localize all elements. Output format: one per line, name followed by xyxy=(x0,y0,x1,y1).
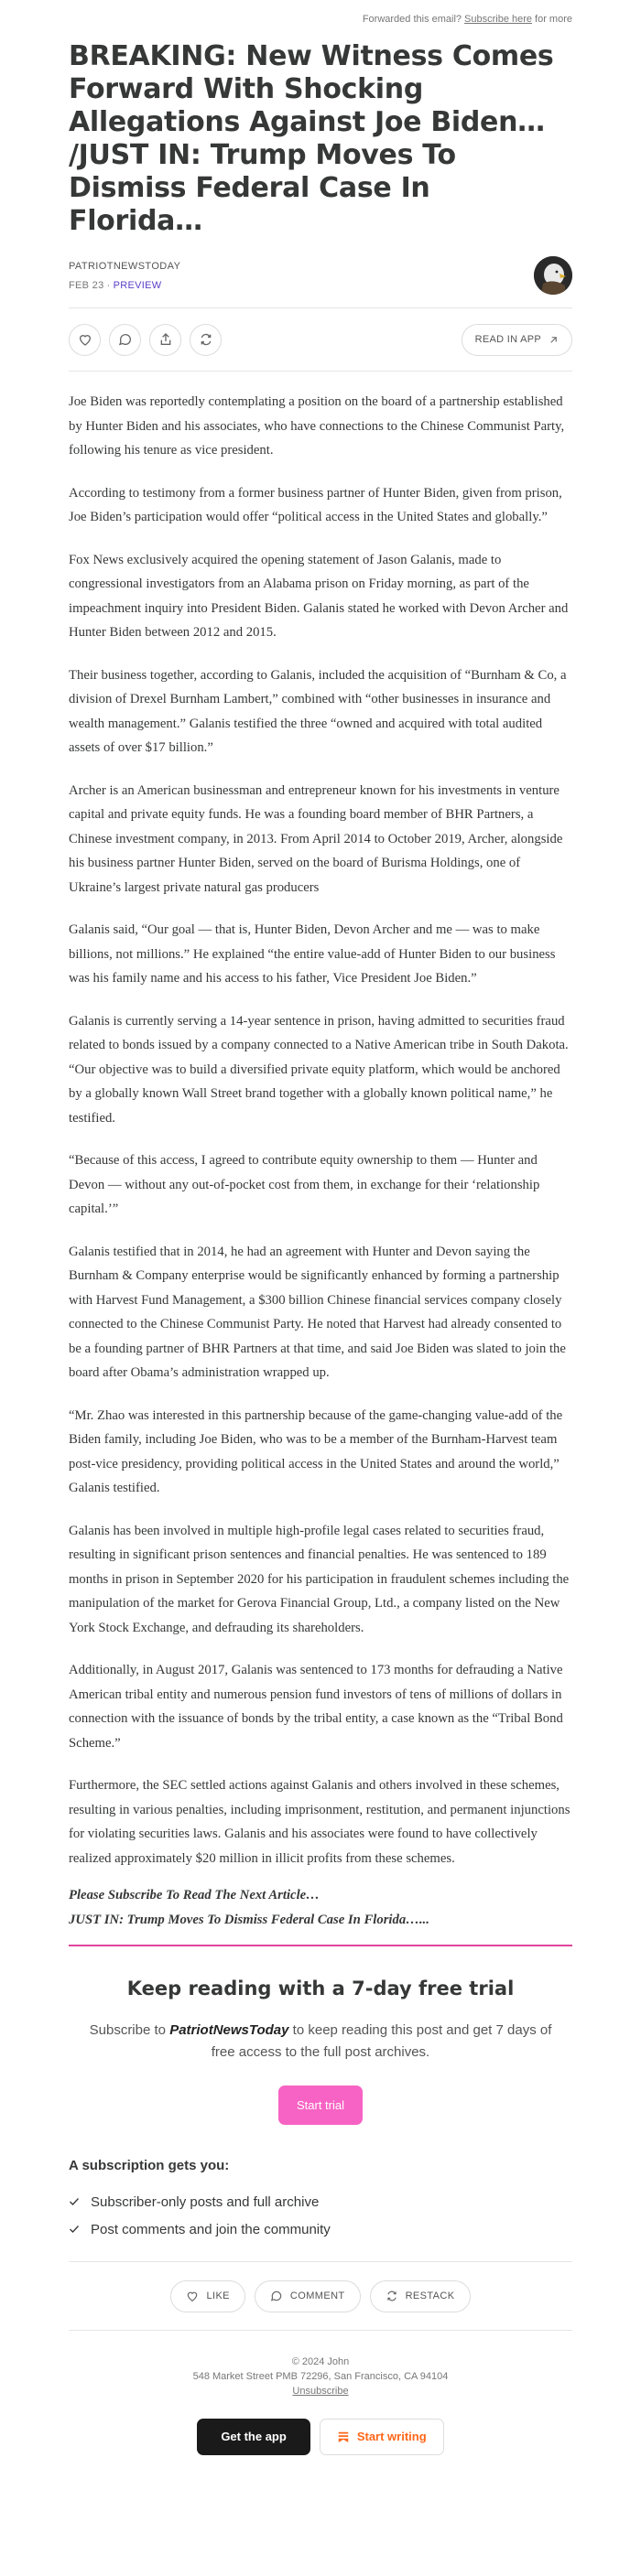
article-paragraph: Galanis has been involved in multiple high-profile legal cases related to securities fraud, resulting in significant prison sentences and financial penalties. He was sentenced to 189 months in prison in September 2020 for his participation in fraudulent schemes including the manipulation of the market for Gerova Financial Group, Ltd., a company listed on the New York Stock Exchange, and defrauding its shareholders. xyxy=(69,1523,570,1635)
like-button[interactable] xyxy=(69,324,101,356)
date-text: FEB 23 xyxy=(69,279,104,291)
get-app-button[interactable]: Get the app xyxy=(197,2419,310,2455)
arrow-up-right-icon xyxy=(549,335,559,345)
benefit-item xyxy=(69,2215,572,2243)
trial-section xyxy=(69,1978,572,2125)
article-paragraph: Galanis is currently serving a 14-year sentence in prison, having admitted to securities fraud related to bonds issued by a company connected to a Native American tribe in South Dakota. “Our objective was to build a diversified private equity platform, which would be anchored by a globally known Wall Street brand together with a globally known political name,” he testified. xyxy=(69,1013,569,1126)
article-paragraph: Their business together, according to Galanis, included the acquisition of “Burnham & Co, a division of Drexel Burnham Lambert,” combined with “other businesses in insurance and wealth management.” Galanis testified the three “owned and acquired with total audited assets of over $17 billion.” xyxy=(69,667,567,755)
article-paragraph: Fox News exclusively acquired the opening statement of Jason Galanis, made to congressional investigators from an Alabama prison on Friday morning, as part of the impeachment inquiry into President Biden. Galanis stated he worked with Devon Archer and Hunter Biden between 2012 and 2015. xyxy=(69,552,569,640)
forward-suffix: for more xyxy=(535,14,572,25)
subscription-benefits xyxy=(69,2158,572,2243)
next-article-teaser: JUST IN: Trump Moves To Dismiss Federal Case In Florida…... xyxy=(69,1912,429,1927)
article-paragraph: Galanis said, “Our goal — that is, Hunter Biden, Devon Archer and me — was to make billions, not millions.” He explained “the entire value-add of Hunter Biden to our business was his family name and his access to his father, Vice President Joe Biden.” xyxy=(69,922,556,986)
forward-line xyxy=(69,0,572,38)
subscribe-teaser: Please Subscribe To Read The Next Article… xyxy=(69,1888,320,1902)
restack-button[interactable] xyxy=(190,324,222,356)
copyright: © 2024 John xyxy=(291,2356,350,2367)
benefit-text: Post comments and join the community xyxy=(91,2221,331,2237)
comment-label: COMMENT xyxy=(289,2290,345,2301)
date-separator: ∙ xyxy=(106,279,111,291)
article-paragraph: Additionally, in August 2017, Galanis was sentenced to 173 months for defrauding a Native American tribal entity and numerous pension fund investors of tens of millions of dollars in connection with the issuance of bonds by the tribal entity, a case known as the “Tribal Bond Scheme.” xyxy=(69,1663,563,1751)
article-paragraph: “Because of this access, I agreed to contribute equity ownership to them — Hunter and Devon — without any out-of-pocket cost from them, in exchange for their ‘relationship capital.’” xyxy=(69,1153,540,1216)
eagle-icon xyxy=(534,256,572,295)
comment-icon xyxy=(270,2290,283,2302)
preview-label: PREVIEW xyxy=(113,279,162,291)
check-icon xyxy=(69,2224,80,2235)
article-paragraph: Joe Biden was reportedly contemplating a position on the board of a partnership established by Hunter Biden and his associates, who have connections to the Chinese Communist Party, following his tenure as vice president. xyxy=(69,394,565,458)
read-in-app-button[interactable] xyxy=(462,324,572,356)
avatar[interactable] xyxy=(534,256,572,295)
publication-name[interactable]: PATRIOTNEWSTODAY xyxy=(69,260,181,272)
article-paragraph: Archer is an American businessman and entrepreneur known for his investments in venture capital and private equity funds. He was a founding board member of BHR Partners, a Chinese investment company, in 2013. From April 2014 to October 2019, Archer, alongside his business partner Hunter Biden, served on the board of Burisma Holdings, one of Ukraine’s largest private natural gas producers xyxy=(69,782,563,895)
heart-icon xyxy=(78,332,92,347)
trial-desc-suffix: to keep reading this post and get 7 days of free access to the full post archives. xyxy=(211,2022,552,2060)
post-title[interactable]: BREAKING: New Witness Comes Forward With Shocking Allegations Against Joe Biden… /JUST IN: Trump Moves To Dismiss Federal Case In Florida… xyxy=(69,40,554,237)
trial-publication-name: PatriotNewsToday xyxy=(169,2022,289,2038)
benefits-heading: A subscription gets you: xyxy=(69,2158,230,2173)
unsubscribe-link[interactable]: Unsubscribe xyxy=(292,2386,349,2397)
restack-icon xyxy=(386,2290,398,2302)
trial-description xyxy=(82,2020,559,2064)
post-action-bar xyxy=(69,307,572,372)
article-paragraph: Furthermore, the SEC settled actions against Galanis and others involved in these schemes, resulting in various penalties, including imprisonment, restitution, and permanent injunctions for violating securities laws. Galanis and his associates were found to have collectively realized approximately $20 million in illicit profits from these schemes. xyxy=(69,1778,570,1866)
comment-icon xyxy=(118,332,133,347)
restack-label: RESTACK xyxy=(405,2290,455,2301)
read-in-app-label: READ IN APP xyxy=(474,334,541,345)
start-trial-button[interactable]: Start trial xyxy=(278,2086,363,2125)
like-label: LIKE xyxy=(206,2290,230,2301)
forward-text: Forwarded this email? xyxy=(362,14,462,25)
mailing-address: 548 Market Street PMB 72296, San Francisco, CA 94104 xyxy=(192,2371,449,2382)
share-button[interactable] xyxy=(149,324,181,356)
comment-button[interactable] xyxy=(109,324,141,356)
bottom-like-button[interactable] xyxy=(170,2280,244,2312)
post-date xyxy=(69,280,180,291)
subscribe-here-link[interactable]: Subscribe here xyxy=(464,14,533,25)
trial-heading: Keep reading with a 7-day free trial xyxy=(126,1978,515,1999)
start-writing-label: Start writing xyxy=(356,2430,427,2443)
check-icon xyxy=(69,2196,80,2207)
post-meta xyxy=(69,256,572,295)
start-writing-button[interactable] xyxy=(320,2419,444,2455)
benefit-text: Subscriber-only posts and full archive xyxy=(91,2193,320,2210)
trial-desc-prefix: Subscribe to xyxy=(89,2022,167,2038)
heart-icon xyxy=(186,2290,199,2302)
email-footer xyxy=(69,2355,572,2455)
article-paragraph: Galanis testified that in 2014, he had an agreement with Hunter and Devon saying the Burnham & Company enterprise would be significantly enhanced by forming a partnership with Harvest Fund Management, a $300 billion Chinese financial services company closely connected to the Chinese Communist Party. He noted that Harvest had already consented to be a founding partner of BHR Partners at that time, and said Joe Biden was slated to join the board after Obama’s administration wrapped up. xyxy=(69,1244,566,1380)
article-paragraph: According to testimony from a former business partner of Hunter Biden, given from prison, Joe Biden’s participation would offer “political access in the United States and globally.” xyxy=(69,485,562,524)
bottom-restack-button[interactable] xyxy=(370,2280,471,2312)
article-body xyxy=(69,390,572,1932)
bottom-action-bar xyxy=(69,2261,572,2331)
benefit-item xyxy=(69,2188,572,2215)
paywall-divider xyxy=(69,1945,572,1946)
article-paragraph: “Mr. Zhao was interested in this partnership because of the game-changing value-add of the Biden family, including Joe Biden, who was to be a member of the Burnham-Harvest team post-vice presidency, providing political access in the United States and around the world,” Galanis testified. xyxy=(69,1407,563,1495)
restack-icon xyxy=(199,332,213,347)
share-icon xyxy=(158,332,173,347)
substack-logo-icon xyxy=(337,2430,350,2443)
bottom-comment-button[interactable] xyxy=(255,2280,361,2312)
